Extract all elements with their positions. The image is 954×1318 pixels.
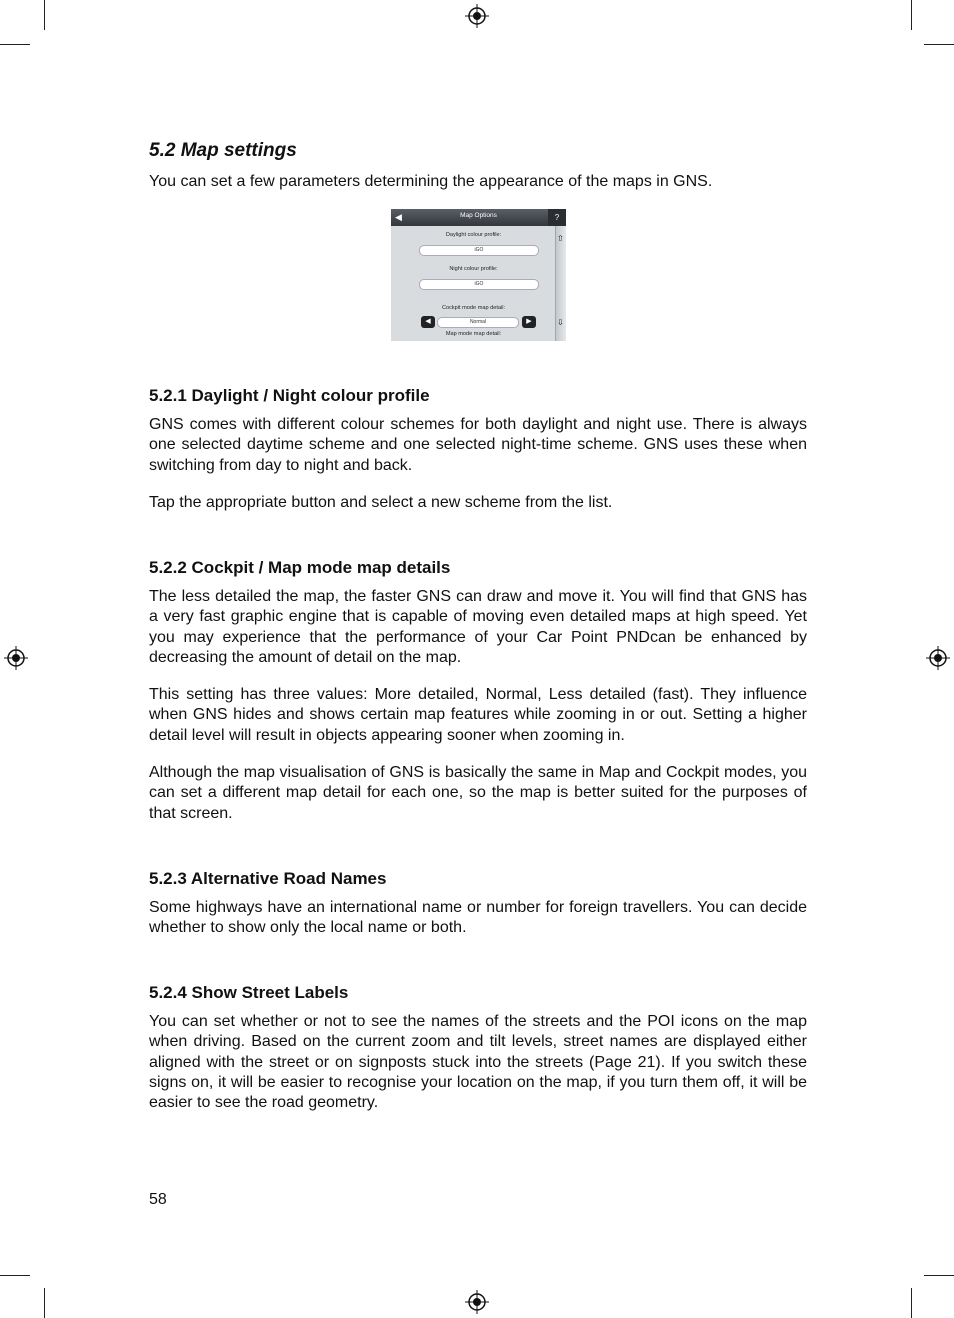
registration-mark-icon (926, 646, 950, 670)
crop-mark (924, 44, 954, 45)
right-arrow-icon: ▶ (522, 316, 536, 328)
scroll-down-arrow-icon: ⇩ (557, 318, 564, 327)
left-arrow-icon: ◀ (421, 316, 435, 328)
night-profile-label: Night colour profile: (449, 266, 498, 272)
subsection-title: 5.2.3 Alternative Road Names (149, 869, 387, 888)
night-profile-field: iGO (419, 279, 539, 290)
paragraph: Although the map visualisation of GNS is basically the same in Map and Cockpit modes, you can set a different map detail for each one, so the map is better suited for the purposes of that screen. (149, 764, 807, 822)
help-icon: ? (548, 209, 566, 226)
back-arrow-icon: ◀ (395, 212, 402, 222)
crop-mark (911, 0, 912, 30)
crop-mark (0, 1275, 30, 1276)
screenshot-title-bar (391, 209, 566, 226)
crop-mark (924, 1275, 954, 1276)
daylight-profile-field: iGO (419, 245, 539, 256)
paragraph: This setting has three values: More detailed, Normal, Less detailed (fast). They influence when GNS hides and shows certain map features while zooming in or out. Setting a higher detail level will result in objects appearing sooner when zooming in. (149, 686, 807, 744)
paragraph: Some highways have an international name or number for foreign travellers. You can decide whether to show only the local name or both. (149, 899, 807, 937)
scrollbar (555, 226, 566, 341)
map-options-screenshot (391, 209, 566, 341)
registration-mark-icon (465, 1290, 489, 1314)
paragraph: The less detailed the map, the faster GNS can draw and move it. You will find that GNS has a very fast graphic engine that is capable of moving even detailed maps at high speed. Yet you may experience that the performance of your Car Point PNDcan be enhanced by decreasing the amount of detail on the map. (149, 588, 807, 666)
paragraph: GNS comes with different colour schemes for both daylight and night use. There is always one selected daytime scheme and one selected night-time scheme. GNS uses these when switching from day to night and back. (149, 416, 807, 474)
section-intro: You can set a few parameters determining the appearance of the maps in GNS. (149, 173, 713, 190)
section-title: 5.2 Map settings (149, 140, 297, 161)
scroll-up-arrow-icon: ⇧ (557, 234, 564, 243)
screenshot-title: Map Options (460, 212, 497, 219)
crop-mark (44, 1288, 45, 1318)
paragraph: You can set whether or not to see the names of the streets and the POI icons on the map when driving. Based on the current zoom and tilt levels, street names are displayed either aligned with the street or on signposts stuck into the streets (Page 21). If you switch these signs on, it will be easier to recognise your location on the map, if you turn them off, it will be easier to see the road geometry. (149, 1013, 807, 1112)
registration-mark-icon (4, 646, 28, 670)
daylight-profile-label: Daylight colour profile: (445, 232, 502, 238)
subsection-title: 5.2.1 Daylight / Night colour profile (149, 386, 430, 405)
paragraph: Tap the appropriate button and select a new scheme from the list. (149, 494, 613, 511)
registration-mark-icon (465, 4, 489, 28)
subsection-title: 5.2.2 Cockpit / Map mode map details (149, 558, 451, 577)
map-mode-detail-label: Map mode map detail: (445, 331, 502, 337)
cockpit-detail-label: Cockpit mode map detail: (441, 305, 506, 311)
crop-mark (911, 1288, 912, 1318)
page-number: 58 (149, 1191, 167, 1208)
crop-mark (0, 44, 30, 45)
subsection-title: 5.2.4 Show Street Labels (149, 983, 349, 1002)
cockpit-detail-field: Normal (437, 317, 519, 328)
crop-mark (44, 0, 45, 30)
